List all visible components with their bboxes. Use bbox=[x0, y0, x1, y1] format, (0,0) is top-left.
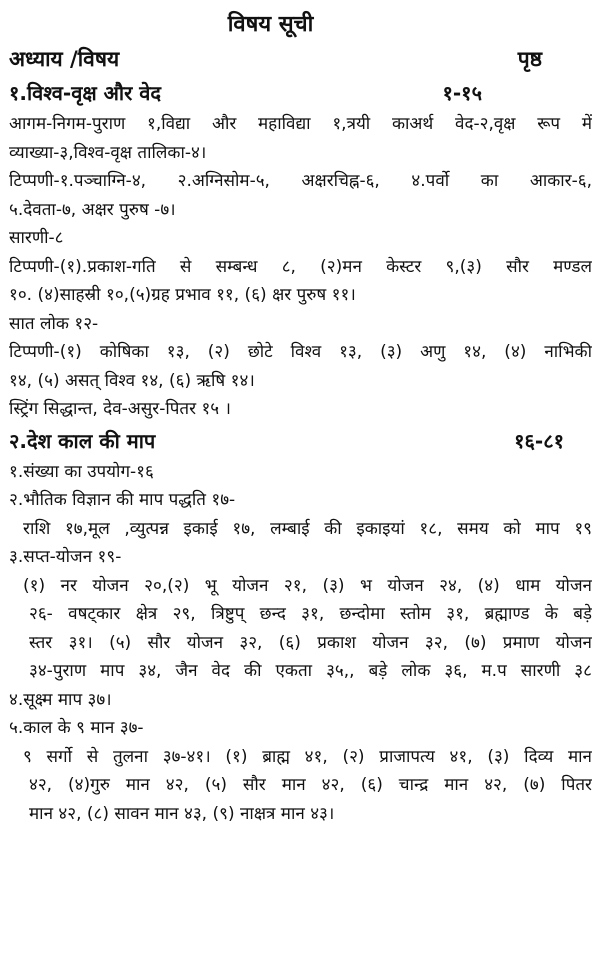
toc-line: सारणी-८ bbox=[9, 228, 64, 248]
toc-line: ९ सर्गो से तुलना ३७-४१। (१) ब्राह्म ४१, (२) प्राजापत्य ४१, (३) दिव्य मान bbox=[23, 746, 592, 767]
toc-line: २.भौतिक विज्ञान की माप पद्धति १७- bbox=[9, 490, 236, 510]
toc-line: ४.सूक्ष्म माप ३७। bbox=[9, 689, 112, 710]
toc-line: व्याख्या-३,विश्व-वृक्ष तालिका-४। bbox=[9, 142, 207, 163]
chapter-2-pages: १६-८१ bbox=[514, 428, 564, 453]
toc-line: स्तर ३१। (५) सौर योजन ३२, (६) प्रकाश योजन ३२, (७) प्रमाण योजन bbox=[29, 632, 592, 653]
toc-line: मान ४२, (८) सावन मान ४३, (९) नाक्षत्र मान ४३। bbox=[29, 803, 335, 824]
toc-line: टिप्पणी-(१) कोषिका १३, (२) छोटे विश्व १३, (३) अणु १४, (४) नाभिकी bbox=[9, 342, 592, 362]
chapter-2-heading bbox=[9, 424, 592, 458]
column-header bbox=[9, 42, 592, 76]
toc-line: २६- वषट्कार क्षेत्र २९, त्रिष्टुप् छन्द ३१, छन्दोमा स्तोम ३१, ब्रह्माण्ड के बड़े bbox=[29, 604, 592, 624]
toc-line: राशि १७,मूल ,व्युत्पन्न इकाई १७, लम्बाई की इकाइयां १८, समय को माप १९ bbox=[23, 518, 592, 539]
column-header-page: पृष्ठ bbox=[517, 47, 542, 71]
chapter-1-pages: १-१५ bbox=[442, 81, 482, 105]
toc-line: ३.सप्त-योजन १९- bbox=[9, 547, 122, 567]
chapter-1-title: १.विश्व-वृक्ष और वेद bbox=[9, 81, 161, 105]
toc-line: ३४-पुराण माप ३४, जैन वेद की एकता ३५,, बड़े लोक ३६, म.प सारणी ३८ bbox=[29, 661, 592, 681]
chapter-1-heading bbox=[9, 76, 592, 110]
toc-line: ४२, (४)गुरु मान ४२, (५) सौर मान ४२, (६) चान्द्र मान ४२, (७) पितर bbox=[29, 775, 592, 795]
toc-line: स्ट्रिंग सिद्धान्त, देव-असुर-पितर १५ । bbox=[9, 399, 231, 419]
toc-line: सात लोक १२- bbox=[9, 313, 99, 334]
toc-line: आगम-निगम-पुराण १,विद्या और महाविद्या १,त्रयी काअर्थ वेद-२,वृक्ष रूप में bbox=[9, 114, 592, 134]
toc-line: ५.काल के ९ मान ३७- bbox=[9, 718, 144, 738]
toc-line: ५.देवता-७, अक्षर पुरुष -७। bbox=[9, 199, 176, 220]
toc-line: टिप्पणी-(१).प्रकाश-गति से सम्बन्ध ८, (२)मन केस्टर ९,(३) सौर मण्डल bbox=[9, 256, 592, 277]
toc-line: १०. (४)साहस्री १०,(५)ग्रह प्रभाव ११, (६) क्षर पुरुष ११। bbox=[9, 285, 356, 305]
toc-line: १४, (५) असत् विश्व १४, (६) ऋषि १४। bbox=[9, 370, 255, 391]
toc-line: (१) नर योजन २०,(२) भू योजन २१, (३) भ योजन २४, (४) धाम योजन bbox=[23, 575, 592, 596]
toc-line: टिप्पणी-१.पञ्चाग्नि-४, २.अग्निसोम-५, अक्षरचिह्न-६, ४.पर्वो का आकार-६, bbox=[9, 171, 592, 191]
page-title: विषय सूची bbox=[227, 12, 314, 37]
chapter-2-title: २.देश काल की माप bbox=[9, 428, 156, 453]
column-header-chapter: अध्याय /विषय bbox=[9, 47, 120, 71]
toc-line: १.संख्या का उपयोग-१६ bbox=[9, 461, 154, 482]
